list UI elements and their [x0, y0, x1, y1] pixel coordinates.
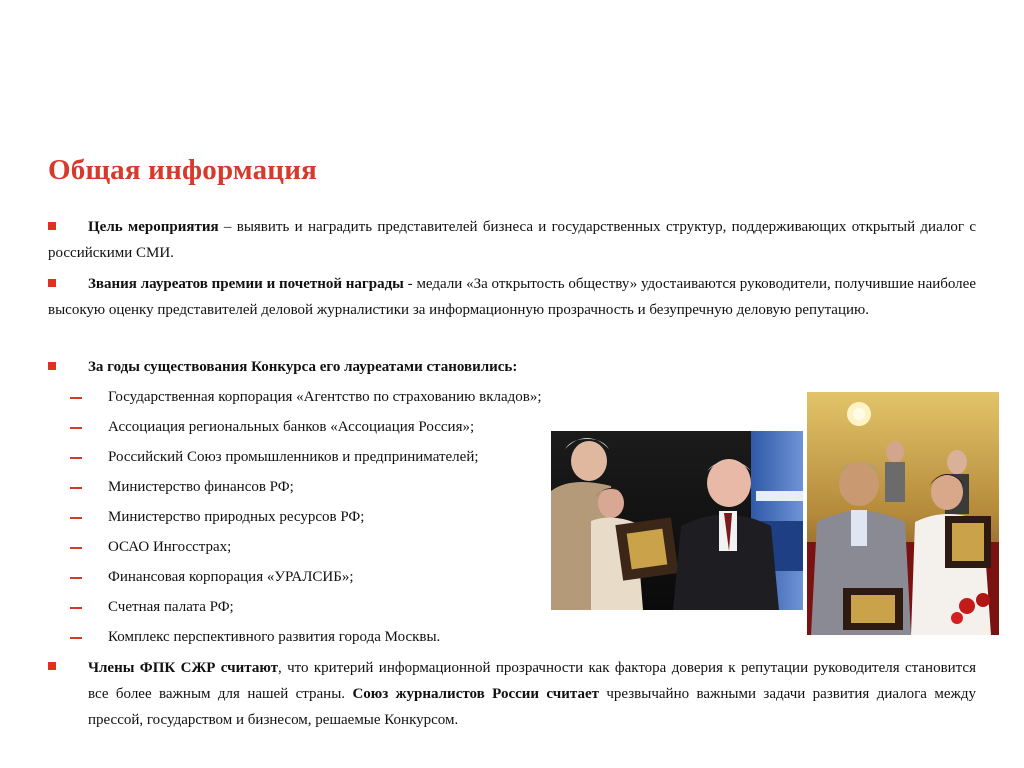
- dash-marker: [70, 427, 82, 429]
- dash-marker: [70, 577, 82, 579]
- list-item: Российский Союз промышленников и предпринимателей;: [108, 449, 479, 465]
- conclusion-text-2: чрезвычайно важными задачи развития диалога между прессой, государством и бизнесом, решаемые Конкурсом.: [88, 686, 977, 728]
- list-item: ОСАО Ингосстрах;: [108, 539, 232, 555]
- list-item: Комплекс перспективного развития города Москвы.: [108, 629, 441, 645]
- titles-paragraph: [48, 271, 976, 323]
- list-item: Государственная корпорация «Агентство по страхованию вкладов»;: [108, 389, 542, 405]
- dash-marker: [70, 607, 82, 609]
- list-item: Финансовая корпорация «УРАЛСИБ»;: [108, 569, 354, 585]
- dash-marker: [70, 517, 82, 519]
- list-item: Счетная палата РФ;: [108, 599, 234, 615]
- laureates-heading: [48, 354, 976, 380]
- laureates-hall-photo: [807, 392, 999, 635]
- dash-marker: [70, 397, 82, 399]
- conclusion-bold-2: Союз журналистов России считает: [352, 686, 599, 702]
- conclusion-text-1: , что критерий информационной прозрачности как фактора доверия к репутации руководителя становится все более важным для нашей страны.: [88, 660, 976, 702]
- goal-text: – выявить и наградить представителей бизнеса и государственных структур, поддерживающих открытый диалог с российскими СМИ.: [48, 219, 976, 261]
- dash-marker: [70, 457, 82, 459]
- list-item: Министерство финансов РФ;: [108, 479, 294, 495]
- bullet-marker: [48, 662, 56, 670]
- page-title: Общая информация: [48, 154, 318, 186]
- titles-label: Звания лауреатов премии и почетной награды: [88, 276, 404, 292]
- goal-label: Цель мероприятия: [88, 219, 219, 235]
- dash-marker: [70, 637, 82, 639]
- dash-marker: [70, 547, 82, 549]
- laureates-heading-text: За годы существования Конкурса его лауреатами становились:: [88, 359, 518, 375]
- conclusion-bold-1: Члены ФПК СЖР считают: [88, 660, 278, 676]
- conclusion-paragraph: [88, 655, 976, 733]
- list-item: Ассоциация региональных банков «Ассоциация Россия»;: [108, 419, 475, 435]
- award-ceremony-photo: [551, 431, 803, 610]
- list-item: Министерство природных ресурсов РФ;: [108, 509, 365, 525]
- titles-text: - медали «За открытость обществу» удостаиваются руководители, получившие наиболее высокую оценку представителей деловой журналистики за информационную прозрачность и безупречную деловую репутацию.: [48, 276, 976, 318]
- goal-paragraph: [48, 214, 976, 266]
- dash-marker: [70, 487, 82, 489]
